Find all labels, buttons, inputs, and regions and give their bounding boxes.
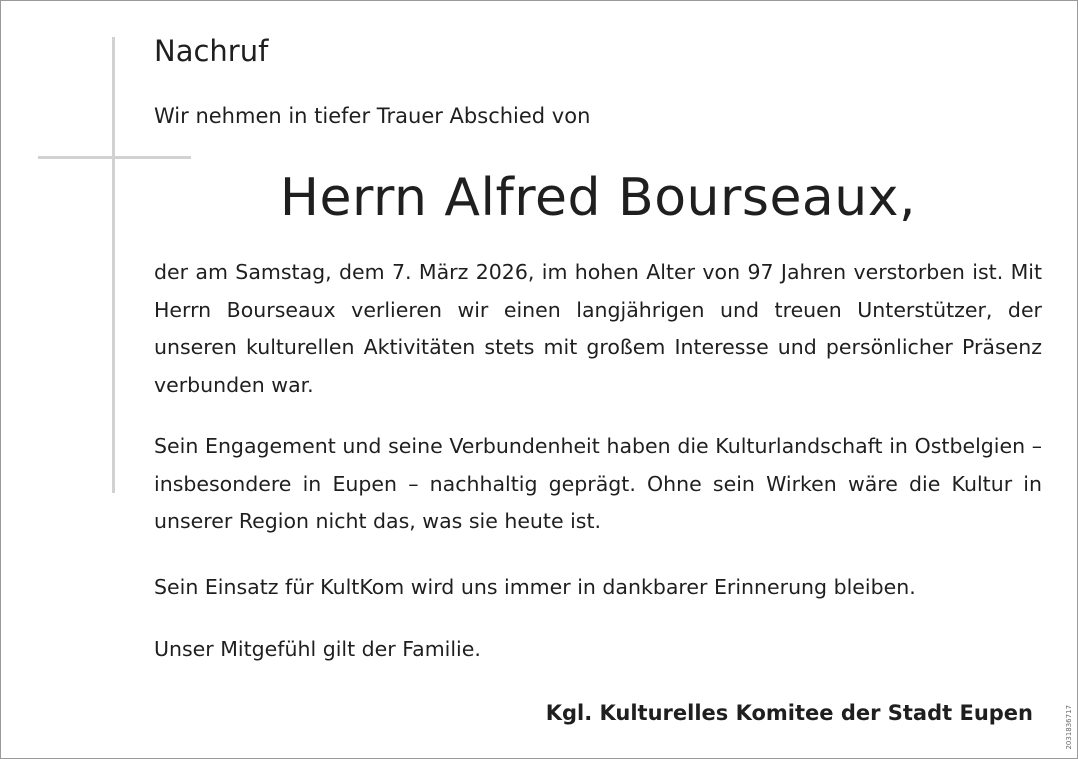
cross-vertical-bar: [112, 37, 115, 493]
intro-line: Wir nehmen in tiefer Trauer Abschied von: [154, 104, 591, 128]
deceased-name: Herrn Alfred Bourseaux,: [279, 168, 917, 228]
paragraph-death-announcement: der am Samstag, dem 7. März 2026, im hohen Alter von 97 Jahren verstorben ist. Mit Herrn Bourseaux verlieren wir einen langjährigen und treuen Unterstützer, der unseren kulturellen Aktivitäten stets mit großem Interesse und persönlicher Präsenz verbunden war.: [154, 260, 1042, 397]
reference-code: 2031836717: [1065, 705, 1073, 750]
paragraph-condolence: Unser Mitgefühl gilt der Familie.: [154, 637, 481, 661]
cross-horizontal-bar: [38, 156, 191, 159]
notice-heading: Nachruf: [154, 34, 269, 68]
signature-organization: Kgl. Kulturelles Komitee der Stadt Eupen: [545, 701, 1033, 725]
paragraph-remembrance: Sein Einsatz für KultKom wird uns immer in dankbarer Erinnerung bleiben.: [154, 575, 916, 599]
paragraph-engagement: Sein Engagement und seine Verbundenheit haben die Kulturlandschaft in Ostbelgien – insbesondere in Eupen – nachhaltig geprägt. Ohne sein Wirken wäre die Kultur in unserer Region nicht das, was sie heute ist.: [154, 434, 1042, 533]
